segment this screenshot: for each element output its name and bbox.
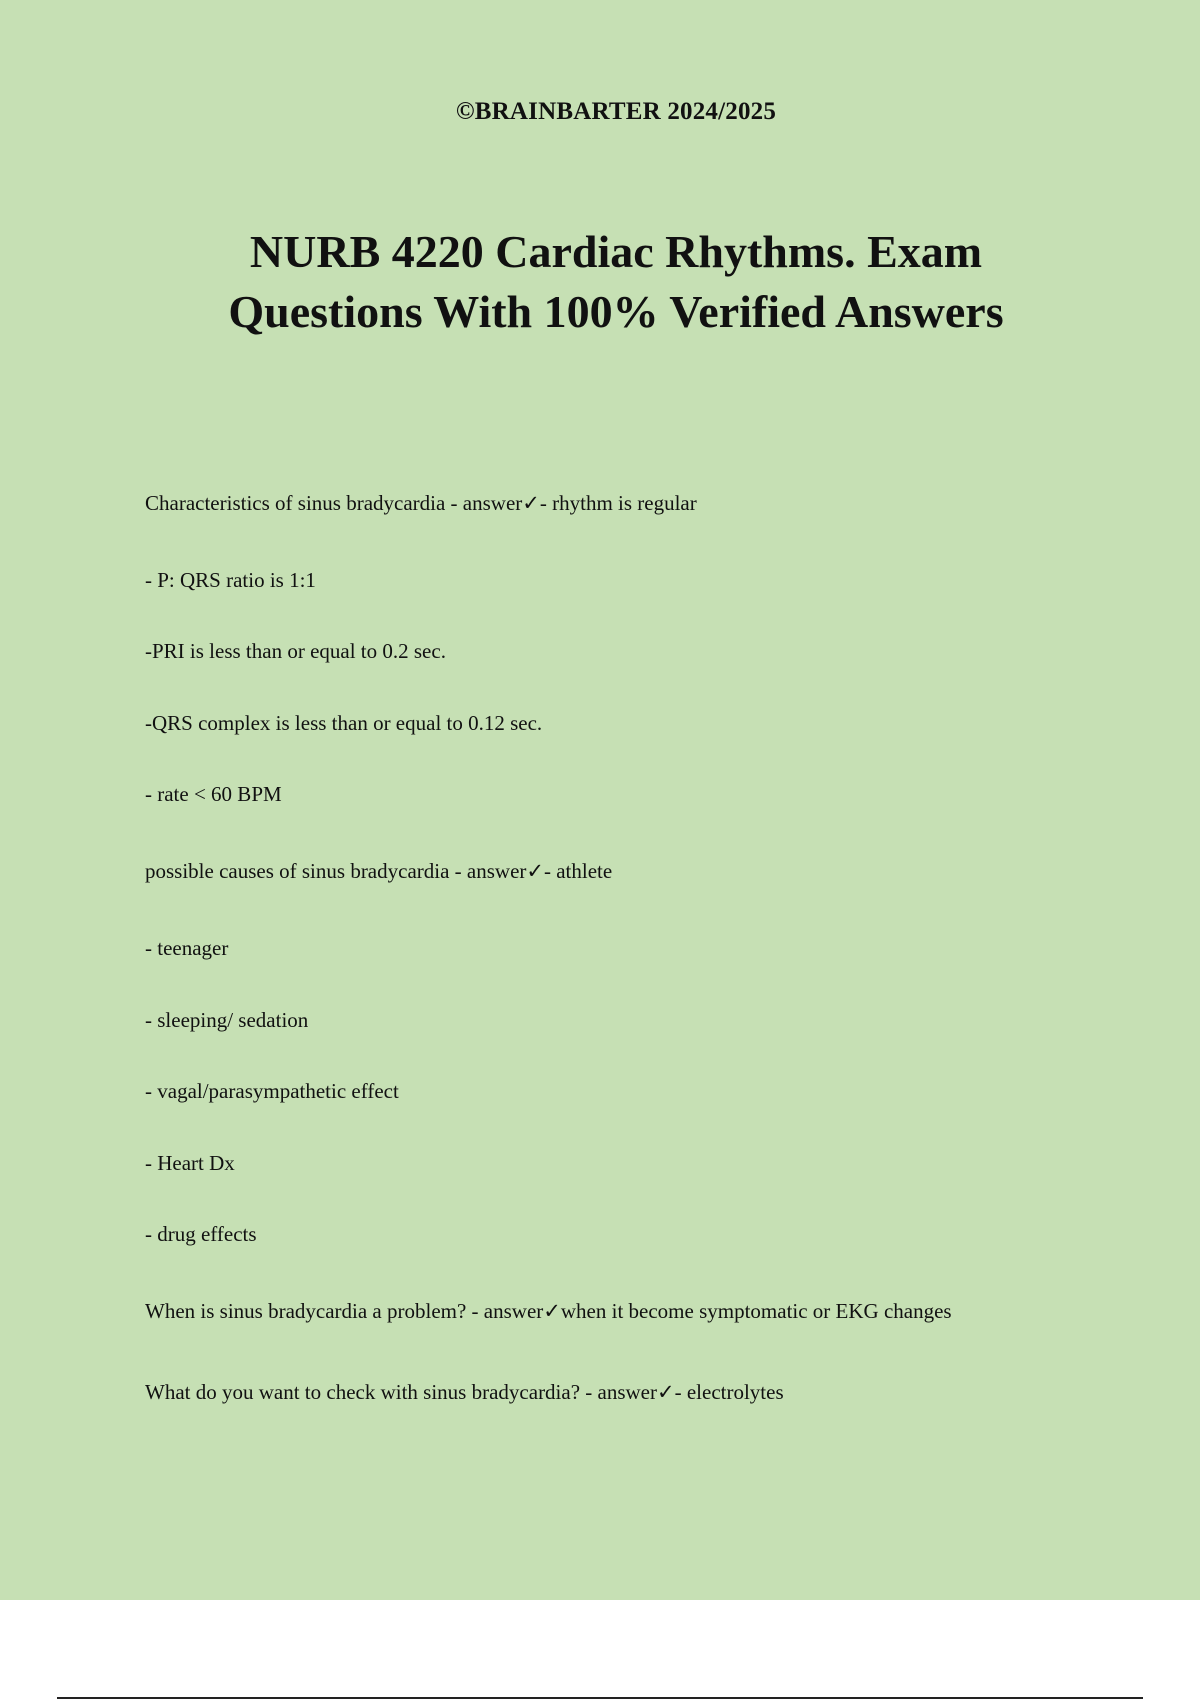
content-line: - rate < 60 BPM: [145, 782, 282, 806]
content-line: - drug effects: [145, 1222, 257, 1246]
content-line: - sleeping/ sedation: [145, 1008, 309, 1032]
title-line-2: Questions With 100% Verified Answers: [228, 286, 1004, 337]
footer-divider: [57, 1697, 1143, 1699]
content-line: -QRS complex is less than or equal to 0.12 sec.: [145, 711, 543, 735]
content-line: possible causes of sinus bradycardia - answer✓- athlete: [145, 859, 613, 883]
content-line: -PRI is less than or equal to 0.2 sec.: [145, 639, 446, 663]
copyright-header: ©BRAINBARTER 2024/2025: [455, 98, 777, 125]
content-line: - vagal/parasympathetic effect: [145, 1079, 399, 1103]
title-line-1: NURB 4220 Cardiac Rhythms. Exam: [249, 226, 983, 277]
content-line: What do you want to check with sinus bradycardia? - answer✓- electrolytes: [145, 1380, 784, 1404]
content-line: - P: QRS ratio is 1:1: [145, 568, 316, 592]
content-line: Characteristics of sinus bradycardia - answer✓- rhythm is regular: [145, 491, 697, 515]
content-line: - teenager: [145, 936, 229, 960]
content-line: - Heart Dx: [145, 1151, 235, 1175]
document-title: [0, 222, 1200, 342]
content-line: When is sinus bradycardia a problem? - answer✓when it become symptomatic or EKG changes: [145, 1299, 952, 1323]
